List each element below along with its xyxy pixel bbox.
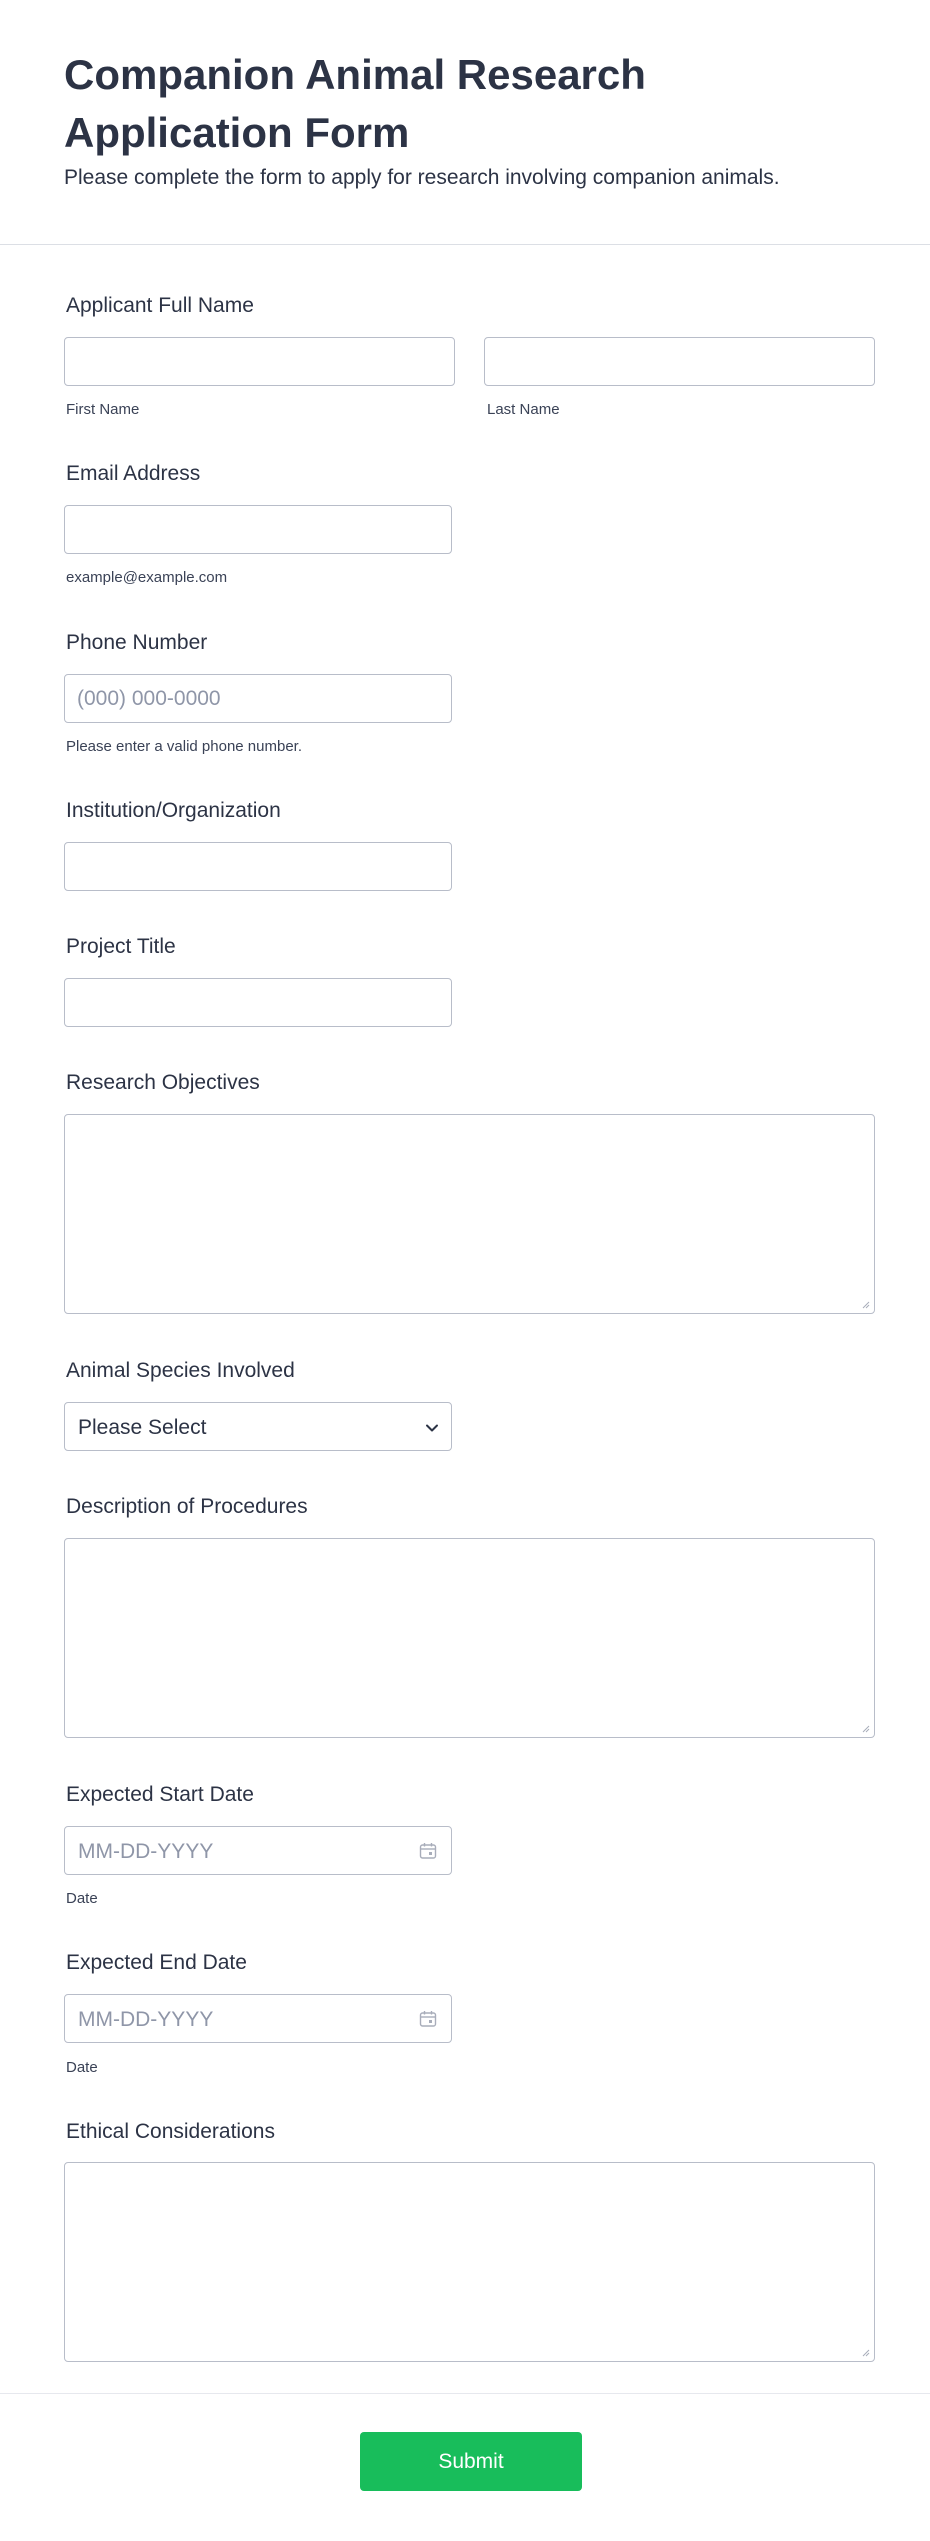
chevron-down-icon xyxy=(424,1420,440,1436)
start-date-label: Expected Start Date xyxy=(66,1783,254,1806)
email-label: Email Address xyxy=(66,462,201,485)
email-input[interactable] xyxy=(64,505,452,554)
procedures-label: Description of Procedures xyxy=(66,1495,308,1518)
procedures-textarea[interactable] xyxy=(64,1538,875,1738)
start-date-placeholder: MM-DD-YYYY xyxy=(78,1840,214,1863)
project-title-label: Project Title xyxy=(66,935,176,958)
research-objectives-label: Research Objectives xyxy=(66,1071,260,1094)
end-date-sublabel: Date xyxy=(66,2059,98,2076)
applicant-name-label: Applicant Full Name xyxy=(66,294,254,317)
project-title-input[interactable] xyxy=(64,978,452,1027)
resize-grip-icon[interactable] xyxy=(860,1299,870,1309)
institution-label: Institution/Organization xyxy=(66,799,281,822)
end-date-label: Expected End Date xyxy=(66,1951,247,1974)
phone-input[interactable] xyxy=(64,674,452,723)
resize-grip-icon[interactable] xyxy=(860,2347,870,2357)
ethical-textarea[interactable] xyxy=(64,2162,875,2362)
last-name-sublabel: Last Name xyxy=(487,401,560,418)
last-name-input[interactable] xyxy=(484,337,875,386)
start-date-input[interactable] xyxy=(64,1826,452,1875)
calendar-icon[interactable] xyxy=(418,2009,438,2029)
form-header xyxy=(0,0,930,245)
phone-label: Phone Number xyxy=(66,631,208,654)
first-name-input[interactable] xyxy=(64,337,455,386)
first-name-sublabel: First Name xyxy=(66,401,140,418)
animal-species-select[interactable] xyxy=(64,1402,452,1451)
ethical-label: Ethical Considerations xyxy=(66,2120,275,2143)
calendar-icon[interactable] xyxy=(418,1841,438,1861)
form-subtitle: Please complete the form to apply for research involving companion animals. xyxy=(64,166,780,189)
end-date-input[interactable] xyxy=(64,1994,452,2043)
submit-button[interactable]: Submit xyxy=(360,2432,582,2491)
institution-input[interactable] xyxy=(64,842,452,891)
research-objectives-textarea[interactable] xyxy=(64,1114,875,1314)
phone-sublabel: Please enter a valid phone number. xyxy=(66,738,302,755)
email-sublabel: example@example.com xyxy=(66,569,228,586)
animal-species-value: Please Select xyxy=(78,1416,207,1439)
resize-grip-icon[interactable] xyxy=(860,1723,870,1733)
start-date-sublabel: Date xyxy=(66,1890,98,1907)
animal-species-label: Animal Species Involved xyxy=(66,1359,295,1382)
form-title: Companion Animal Research Application Form xyxy=(64,51,646,156)
end-date-placeholder: MM-DD-YYYY xyxy=(78,2008,214,2031)
